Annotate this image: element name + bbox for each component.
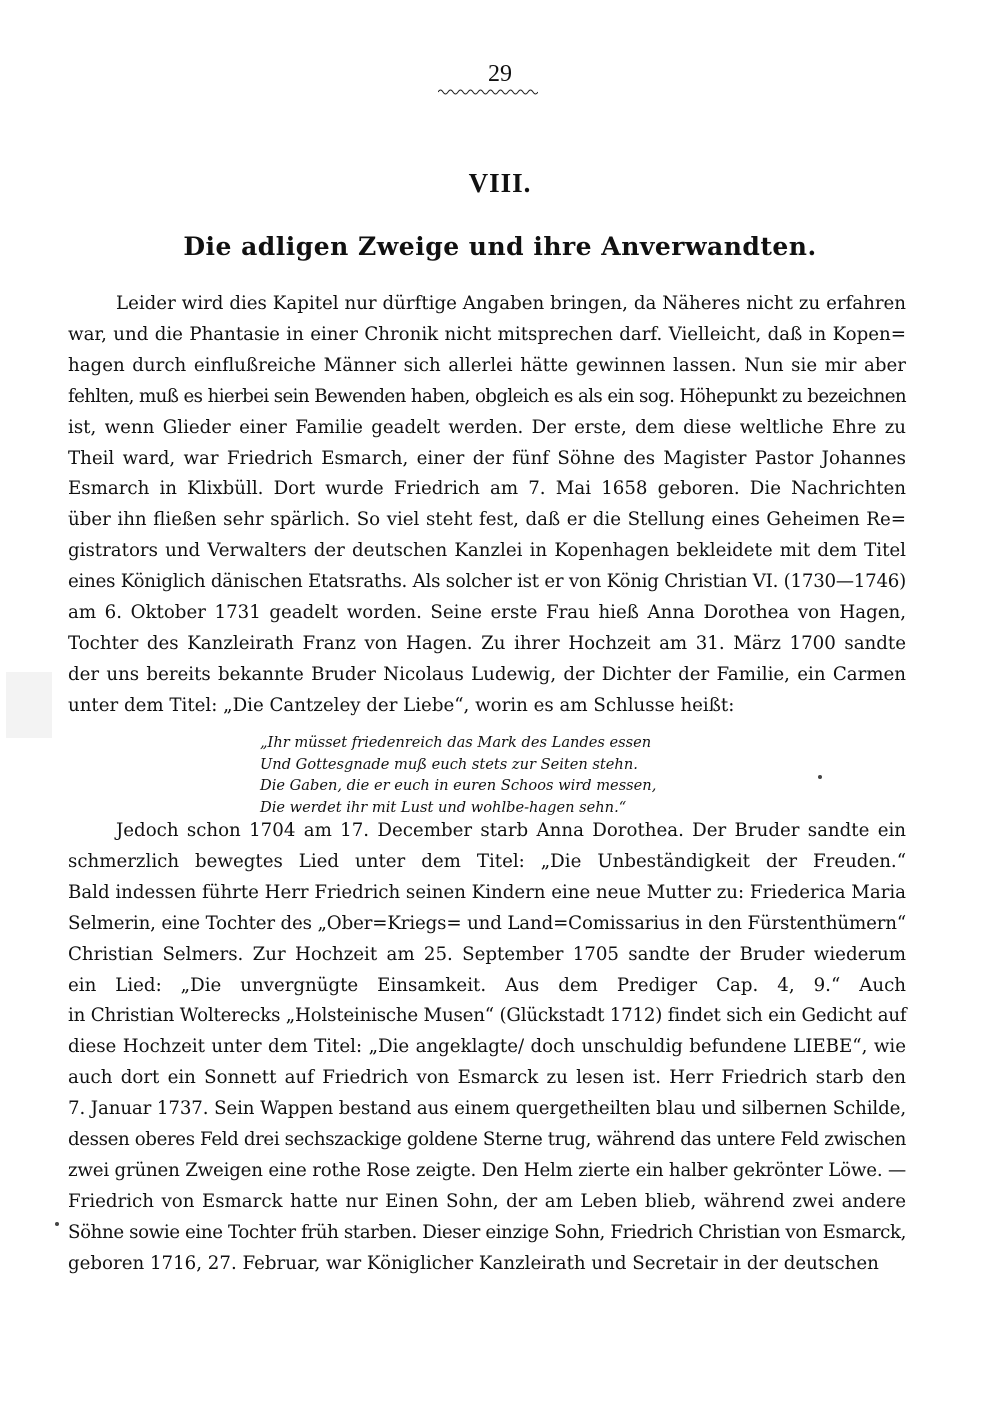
page-number-ornament <box>438 88 538 96</box>
paragraph-1 <box>68 289 906 722</box>
scan-dot <box>818 775 822 779</box>
scan-dot <box>55 1222 59 1226</box>
text-line: unter dem Titel: „Die Cantzeley der Liebe“, worin es am Schlusse heißt: <box>68 694 735 716</box>
text-line: Christian Selmers. Zur Hochzeit am 25. September 1705 sandte der Bruder wiederum <box>68 943 906 965</box>
poem-line: „Ihr müsset friedenreich das Mark des Landes essen <box>260 734 652 751</box>
chapter-number: VIII. <box>468 168 532 198</box>
text-line: eines Königlich dänischen Etatsraths. Als solcher ist er von König Christian VI. (1730—1746) <box>68 571 906 593</box>
text-line: 7. Januar 1737. Sein Wappen bestand aus einem quergetheilten blau und silbernen Schilde, <box>68 1098 906 1120</box>
text-line: fehlten, muß es hierbei sein Bewenden haben, obgleich es als ein sog. Höhepunkt zu bezeichnen <box>68 385 906 407</box>
poem-quote <box>260 732 730 818</box>
text-line: zwei grünen Zweigen eine rothe Rose zeigte. Den Helm zierte ein halber gekrönter Löwe. — <box>68 1159 906 1181</box>
text-line: Söhne sowie eine Tochter früh starben. Dieser einzige Sohn, Friedrich Christian von Esmarck, <box>68 1221 906 1243</box>
text-line: ein Lied: „Die unvergnügte Einsamkeit. Aus dem Prediger Cap. 4, 9.“ Auch <box>68 974 906 996</box>
poem-line: Die Gaben, die er euch in euren Schoos wird messen, <box>260 777 657 795</box>
text-line: gistrators und Verwalters der deutschen Kanzlei in Kopenhagen bekleidete mit dem Titel <box>68 540 906 562</box>
text-line: auch dort ein Sonnett auf Friedrich von Esmarck zu lesen ist. Herr Friedrich starb den <box>68 1067 906 1089</box>
text-line: hagen durch einflußreiche Männer sich allerlei hätte gewinnen lassen. Nun sie mir aber <box>68 354 906 376</box>
text-line: der uns bereits bekannte Bruder Nicolaus Ludewig, der Dichter der Familie, ein Carmen <box>68 663 906 685</box>
poem-line: Und Gottesgnade muß euch stets zur Seiten stehn. <box>260 755 638 773</box>
page-number: 29 <box>488 61 512 87</box>
text-line: Jedoch schon 1704 am 17. December starb Anna Dorothea. Der Bruder sandte ein <box>116 820 906 841</box>
text-line: diese Hochzeit unter dem Titel: „Die angeklagte/ doch unschuldig befundene LIEBE“, wie <box>68 1036 906 1058</box>
text-line: am 6. Oktober 1731 geadelt worden. Seine erste Frau hieß Anna Dorothea von Hagen, <box>68 602 906 624</box>
text-line: in Christian Wolterecks „Holsteinische Musen“ (Glückstadt 1712) findet sich ein Gedicht auf <box>68 1005 907 1027</box>
text-line: Friedrich von Esmarck hatte nur Einen Sohn, der am Leben blieb, während zwei andere <box>68 1190 906 1212</box>
paragraph-2 <box>68 816 906 1280</box>
text-line: Leider wird dies Kapitel nur dürftige Angaben bringen, da Näheres nicht zu erfahren <box>116 293 906 314</box>
text-line: Tochter des Kanzleirath Franz von Hagen. Zu ihrer Hochzeit am 31. März 1700 sandte <box>68 632 906 654</box>
chapter-title: Die adligen Zweige und ihre Anverwandten. <box>183 232 817 261</box>
text-line: Theil ward, war Friedrich Esmarch, einer der fünf Söhne des Magister Pastor Johannes <box>68 447 906 469</box>
text-line: war, und die Phantasie in einer Chronik nicht mitsprechen darf. Vielleicht, daß in Kopen= <box>68 323 906 345</box>
text-line: geboren 1716, 27. Februar, war Königlicher Kanzleirath und Secretair in der deutschen <box>68 1252 879 1274</box>
poem-line: Die werdet ihr mit Lust und wohlbe-hagen sehn.“ <box>260 798 627 816</box>
page-number-container <box>0 60 1000 88</box>
text-line: Selmerin, eine Tochter des „Ober=Kriegs= und Land=Comissarius in den Fürstenthümern“ <box>68 912 906 934</box>
text-line: Bald indessen führte Herr Friedrich seinen Kindern eine neue Mutter zu: Friederica Maria <box>68 881 906 903</box>
text-line: schmerzlich bewegtes Lied unter dem Titel: „Die Unbeständigkeit der Freuden.“ <box>68 850 906 872</box>
text-line: über ihn fließen sehr spärlich. So viel steht fest, daß er die Stellung eines Geheimen Re= <box>68 509 906 531</box>
text-line: Esmarch in Klixbüll. Dort wurde Friedrich am 7. Mai 1658 geboren. Die Nachrichten <box>68 478 906 500</box>
text-line: dessen oberes Feld drei sechszackige goldene Sterne trug, während das untere Feld zwischen <box>68 1129 906 1151</box>
text-line: ist, wenn Glieder einer Familie geadelt werden. Der erste, dem diese weltliche Ehre zu <box>68 416 906 438</box>
scan-artifact <box>6 672 52 738</box>
